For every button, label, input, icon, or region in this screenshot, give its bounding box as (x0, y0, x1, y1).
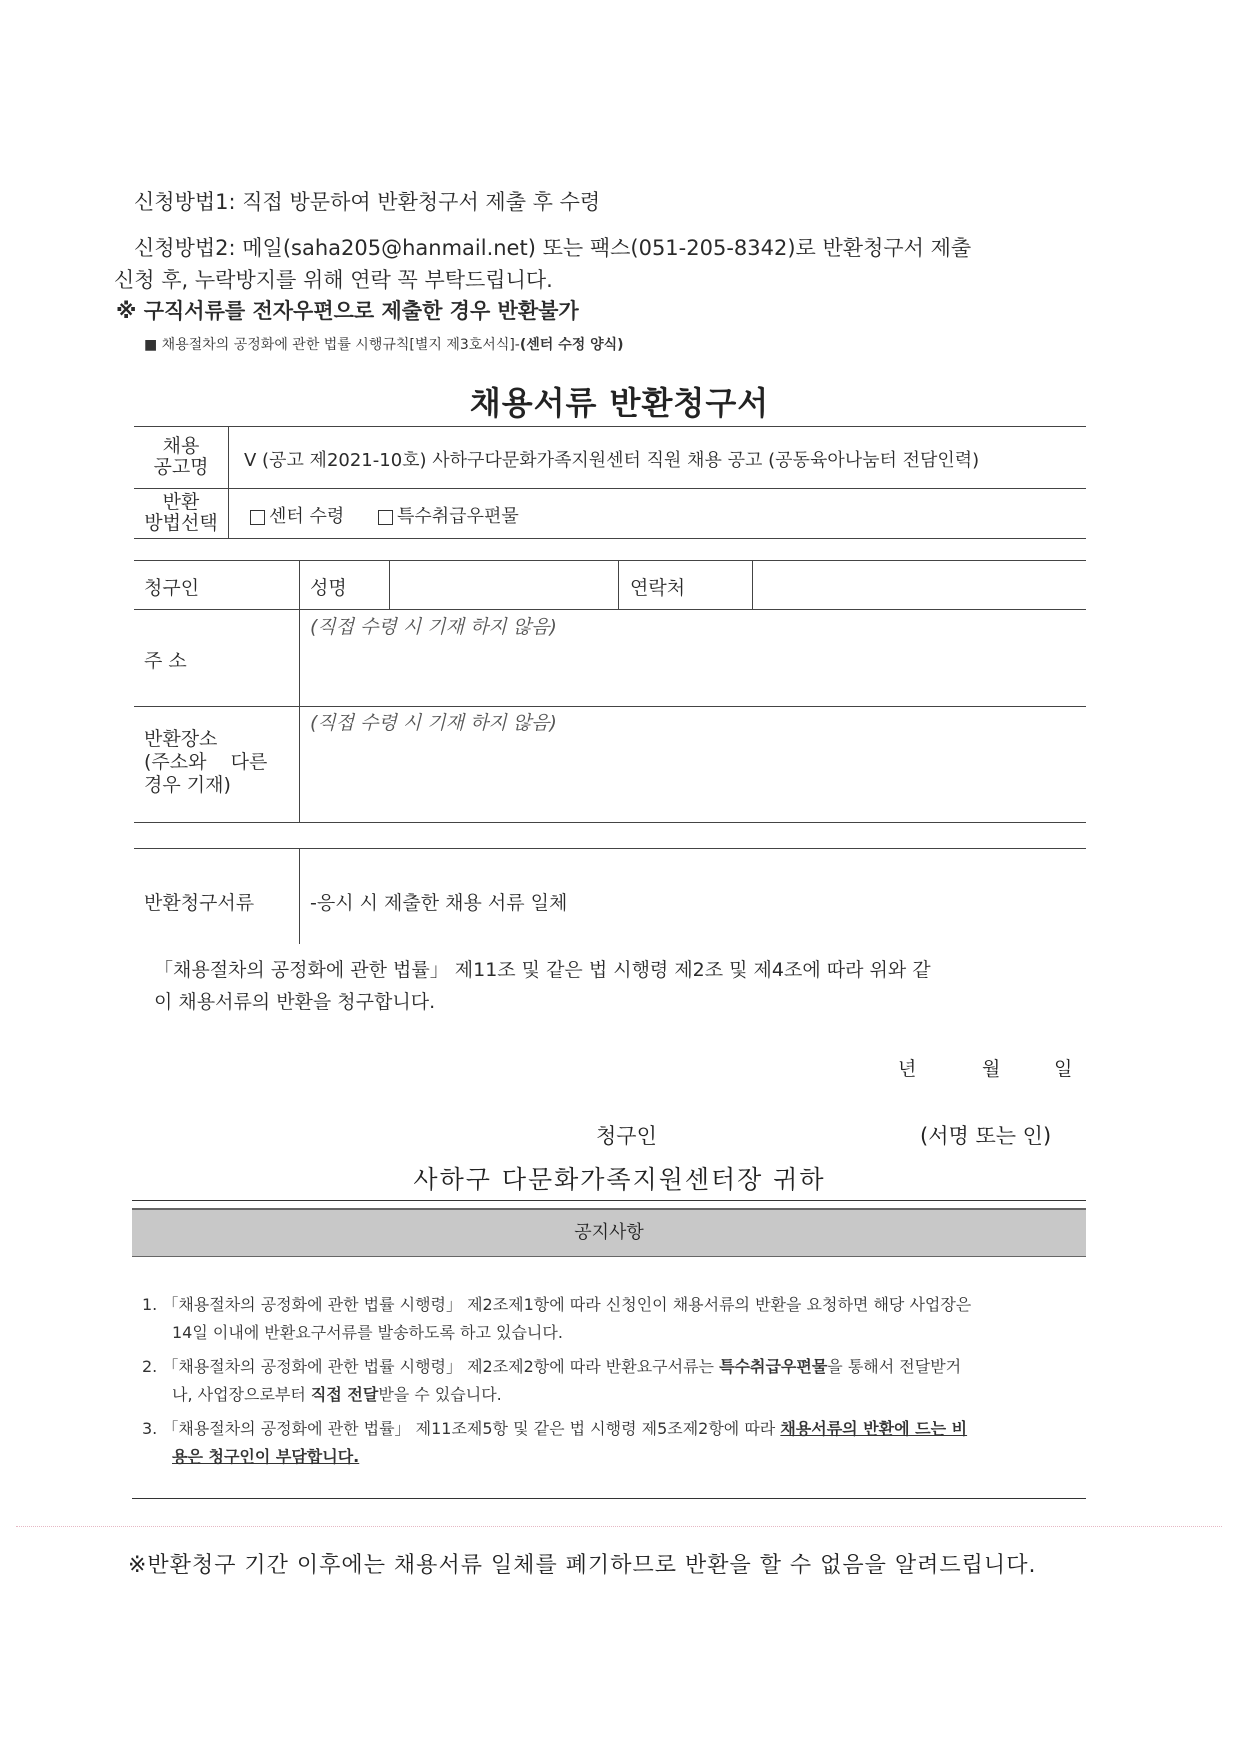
notice-bottom-line (132, 1498, 1086, 1499)
docs-label: 반환청구서류 (144, 892, 255, 914)
notice-item3-line2: 용은 청구인이 부담합니다. (172, 1447, 360, 1466)
table-row1-line (134, 488, 1086, 489)
method-label-line1: 반환 (162, 491, 200, 513)
docs-top-line (134, 848, 1086, 849)
contact-field[interactable] (756, 562, 1084, 607)
return-place-label-line1: 반환장소 (144, 728, 218, 750)
return-place-bottom-line (134, 822, 1086, 823)
option-registered-mail-label: 특수취급우편물 (397, 506, 519, 527)
option-center-pickup-label: 센터 수령 (269, 506, 345, 527)
return-place-label-line2: (주소와 다른 (144, 751, 268, 773)
date-year: 년 (898, 1058, 917, 1080)
notice-header-bar (132, 1208, 1086, 1257)
claimant-label: 청구인 (144, 577, 200, 599)
declaration-line1: 「채용절차의 공정화에 관한 법률」 제11조 및 같은 법 시행령 제2조 및 제4조에 따라 위와 같 (154, 959, 931, 981)
form-reference-bold: (센터 수정 양식) (519, 337, 624, 353)
notice-item2-part-c: 을 통해서 전달받거 (827, 1357, 962, 1376)
notice-item2-line2-part-c: 받을 수 있습니다. (378, 1385, 502, 1404)
addressee: 사하구 다문화가족지원센터장 귀하 (413, 1165, 826, 1194)
table-label-divider (228, 426, 229, 538)
notice-item1-line2: 14일 이내에 반환요구서류를 발송하도록 하고 있습니다. (172, 1323, 563, 1342)
address-hint: (직접 수령 시 기재 하지 않음) (310, 616, 557, 638)
notice-value: V (공고 제2021-10호) 사하구다문화가족지원센터 직원 채용 공고 (공동육아나눔터 전담인력) (244, 450, 980, 471)
form-reference (144, 334, 624, 354)
method1-text: 신청방법1: 직접 방문하여 반환청구서 제출 후 수령 (134, 190, 601, 214)
return-place-label-line3: 경우 기재) (144, 774, 231, 796)
method-label-line2: 방법선택 (144, 512, 218, 534)
footer-notice: ※반환청구 기간 이후에는 채용서류 일체를 폐기하므로 반환을 할 수 없음을 알려드립니다. (128, 1553, 1037, 1578)
option-center-pickup[interactable] (250, 506, 344, 527)
notice-item2-line2-part-b: 직접 전달 (310, 1385, 379, 1404)
name-divider (389, 560, 390, 609)
declaration-line2: 이 채용서류의 반환을 청구합니다. (154, 991, 436, 1013)
notice-item2-line1 (142, 1354, 961, 1377)
return-place-hint: (직접 수령 시 기재 하지 않음) (310, 712, 557, 734)
name-field[interactable] (392, 562, 616, 607)
signature-sign: (서명 또는 인) (920, 1124, 1052, 1148)
address-label: 주 소 (144, 650, 187, 672)
name-label: 성명 (310, 577, 347, 599)
table-top-line (134, 426, 1086, 427)
notice-item1-line1: 1. 「채용절차의 공정화에 관한 법률 시행령」 제2조제1항에 따라 신청인이 채용서류의 반환을 요청하면 해당 사업장은 (142, 1295, 972, 1314)
table-row2-line (134, 538, 1086, 539)
form-reference-prefix: ■ 채용절차의 공정화에 관한 법률 시행규칙[별지 제3호서식]- (144, 337, 520, 353)
contact-divider-right (752, 560, 753, 609)
date-month: 월 (982, 1058, 1001, 1080)
return-place-field[interactable] (302, 734, 1084, 820)
notice-label (134, 436, 228, 478)
claimant-top-line (134, 560, 1086, 561)
notice-item3-line1 (142, 1416, 967, 1439)
checkbox-icon[interactable] (378, 510, 393, 525)
contact-label: 연락처 (630, 577, 686, 599)
claimant-label-divider (299, 560, 300, 822)
signature-claimant: 청구인 (596, 1124, 657, 1148)
notice-item3-part-b: 채용서류의 반환에 드는 비 (780, 1419, 968, 1438)
notice-item3-part-a: 3. 「채용절차의 공정화에 관한 법률」 제11조제5항 및 같은 법 시행령 제5조제2항에 따라 (142, 1419, 781, 1438)
notice-item2-line2 (172, 1382, 502, 1405)
method2-text: 신청방법2: 메일(saha205@hanmail.net) 또는 팩스(051-205-8342)로 반환청구서 제출 (134, 236, 972, 260)
notice-label-line1: 채용 (162, 435, 200, 457)
notice-item2-part-b: 특수취급우편물 (719, 1357, 828, 1376)
method-options (250, 502, 519, 528)
email-warning: ※ 구직서류를 전자우편으로 제출한 경우 반환불가 (116, 299, 579, 323)
date-day: 일 (1054, 1058, 1073, 1080)
contact-divider-left (618, 560, 619, 609)
page-divider (16, 1526, 1222, 1527)
option-registered-mail[interactable] (378, 506, 519, 527)
checkbox-icon[interactable] (250, 510, 265, 525)
notice-item2-part-a: 2. 「채용절차의 공정화에 관한 법률 시행령」 제2조제2항에 따라 반환요구서류는 (142, 1357, 720, 1376)
docs-value: -응시 시 제출한 채용 서류 일체 (310, 892, 568, 914)
notice-item2-line2-part-a: 나, 사업장으로부터 (172, 1385, 311, 1404)
address-field[interactable] (302, 636, 1084, 704)
page-title: 채용서류 반환청구서 (469, 384, 770, 422)
claimant-bottom-line (134, 609, 1086, 610)
docs-label-divider (299, 848, 300, 944)
notice-header: 공지사항 (574, 1222, 644, 1243)
method2-followup-text: 신청 후, 누락방지를 위해 연락 꼭 부탁드립니다. (114, 268, 553, 292)
notice-top-line (132, 1200, 1086, 1201)
return-place-label (144, 728, 267, 797)
address-bottom-line (134, 706, 1086, 707)
method-label (134, 492, 228, 534)
notice-label-line2: 공고명 (153, 456, 209, 478)
